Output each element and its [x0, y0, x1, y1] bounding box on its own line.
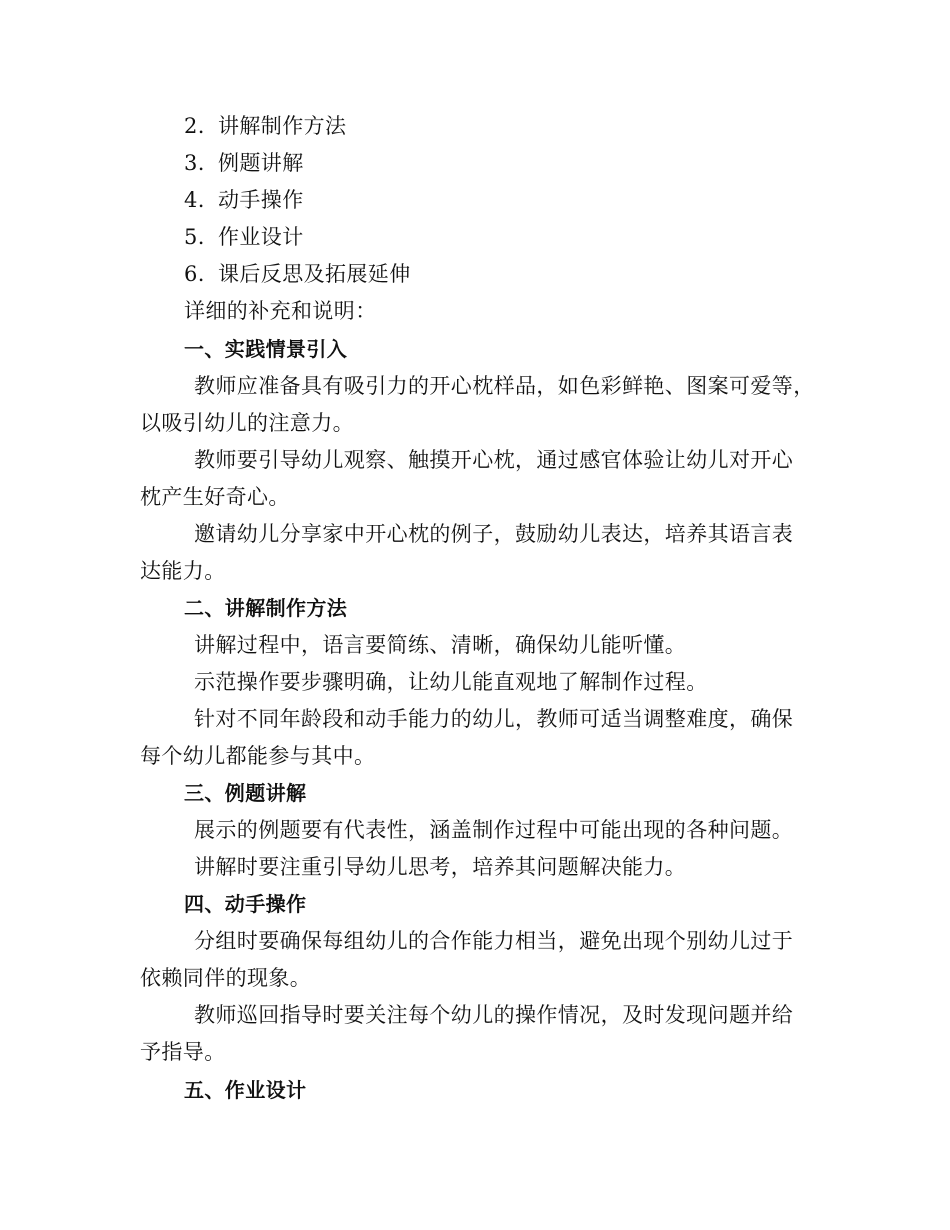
paragraph-line: 依赖同伴的现象。: [140, 966, 312, 990]
outline-item: [184, 111, 346, 141]
outline-item-number: 4.: [184, 188, 205, 212]
paragraph-line: 达能力。: [140, 559, 226, 583]
paragraph-line: 予指导。: [140, 1040, 226, 1064]
section-heading: 四、动手操作: [184, 892, 307, 916]
outline-item-number: 3.: [184, 151, 205, 175]
paragraph-line: 教师巡回指导时要关注每个幼儿的操作情况，及时发现问题并给: [194, 1003, 794, 1027]
paragraph-line: 展示的例题要有代表性，涵盖制作过程中可能出现的各种问题。: [194, 818, 794, 842]
intro-text: 详细的补充和说明：: [184, 299, 377, 323]
outline-item: [184, 148, 304, 178]
outline-item-text: 动手操作: [218, 188, 304, 212]
paragraph-line: 讲解过程中，语言要简练、清晰，确保幼儿能听懂。: [194, 633, 687, 657]
paragraph-line: 教师要引导幼儿观察、触摸开心枕，通过感官体验让幼儿对开心: [194, 448, 794, 472]
paragraph-line: 分组时要确保每组幼儿的合作能力相当，避免出现个别幼儿过于: [194, 929, 794, 953]
outline-item-number: 6.: [184, 262, 205, 286]
paragraph-line: 讲解时要注重引导幼儿思考，培养其问题解决能力。: [194, 855, 687, 879]
outline-item: [184, 185, 304, 215]
section-heading: 一、实践情景引入: [184, 337, 348, 361]
outline-item-text: 例题讲解: [218, 151, 304, 175]
paragraph-line: 针对不同年龄段和动手能力的幼儿，教师可适当调整难度，确保: [194, 707, 794, 731]
section-heading: 二、讲解制作方法: [184, 596, 348, 620]
outline-item-text: 作业设计: [218, 225, 304, 249]
paragraph-line: 每个幼儿都能参与其中。: [140, 744, 376, 768]
outline-item: [184, 259, 411, 289]
section-heading: 五、作业设计: [184, 1078, 307, 1102]
paragraph-line: 枕产生好奇心。: [140, 485, 290, 509]
outline-item: [184, 222, 304, 252]
section-heading: 三、例题讲解: [184, 781, 307, 805]
outline-item-number: 2.: [184, 114, 205, 138]
outline-item-text: 讲解制作方法: [218, 114, 347, 138]
paragraph-line: 邀请幼儿分享家中开心枕的例子，鼓励幼儿表达，培养其语言表: [194, 522, 794, 546]
paragraph-line: 示范操作要步骤明确，让幼儿能直观地了解制作过程。: [194, 670, 708, 694]
paragraph-line: 以吸引幼儿的注意力。: [140, 411, 354, 435]
outline-item-number: 5.: [184, 225, 205, 249]
outline-item-text: 课后反思及拓展延伸: [218, 262, 411, 286]
paragraph-line: 教师应准备具有吸引力的开心枕样品，如色彩鲜艳、图案可爱等，: [194, 374, 815, 398]
